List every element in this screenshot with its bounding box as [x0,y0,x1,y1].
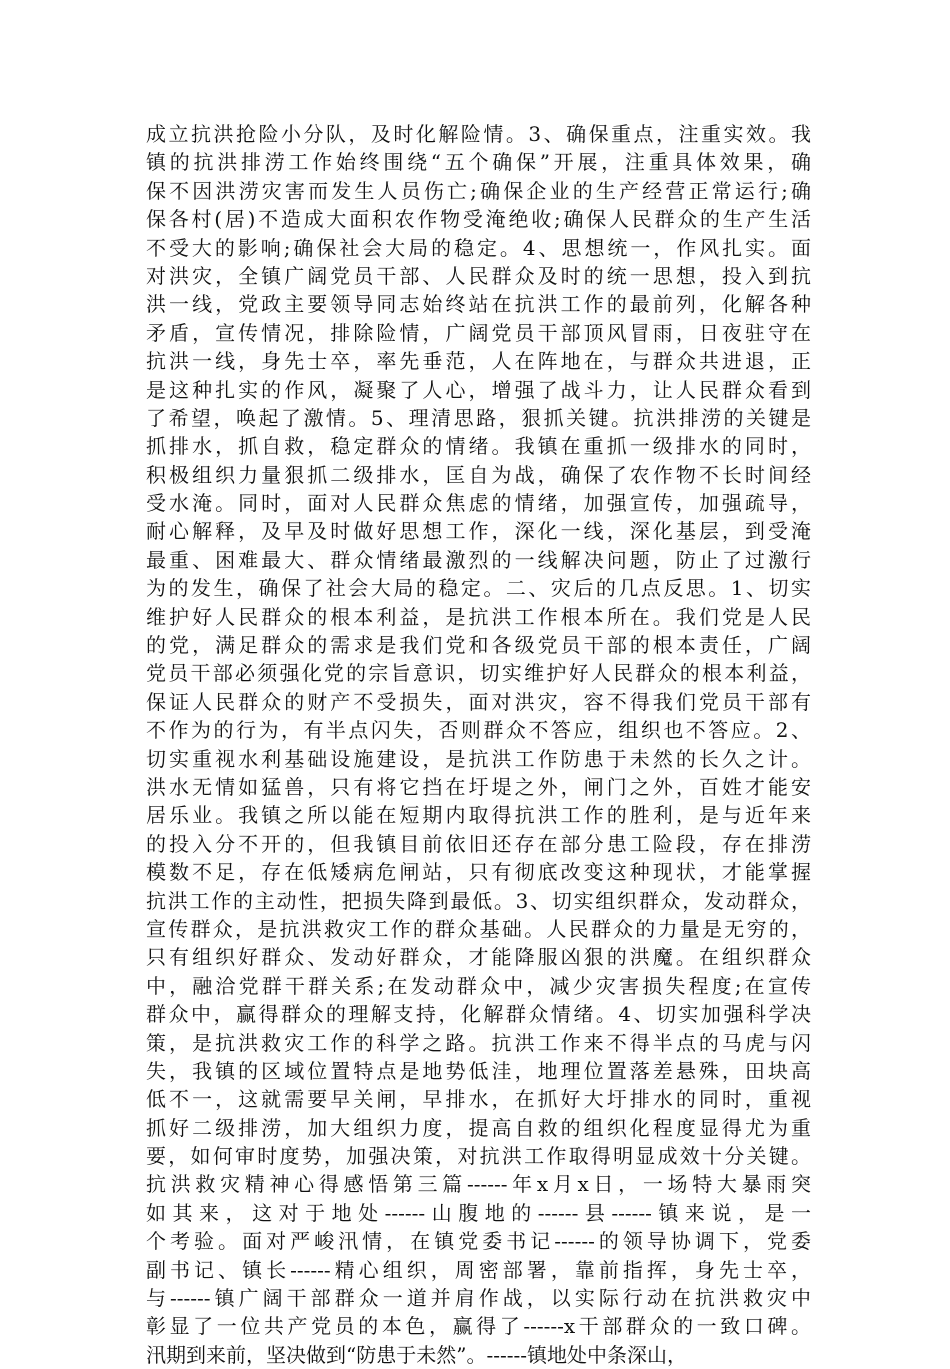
text-line: 个考验。面对严峻汛情，在镇党委书记------的领导协调下，党委 [146,1229,811,1254]
text-line: 只有组织好群众、发动好群众，才能降服凶狠的洪魔。在组织群众 [146,945,811,970]
text-line: 抓排水，抓自救，稳定群众的情绪。我镇在重抓一级排水的同时， [146,434,811,459]
text-line: 党员干部必须强化党的宗旨意识，切实维护好人民群众的根本利益， [146,661,811,686]
text-line: 策，是抗洪救灾工作的科学之路。抗洪工作来不得半点的马虎与闪 [146,1030,811,1055]
text-line: 与------镇广阔干部群众一道并肩作战，以实际行动在抗洪救灾中 [146,1286,811,1311]
text-line: 最重、困难最大、群众情绪最激烈的一线解决问题，防止了过激行 [146,547,811,572]
text-line: 如其来，这对于地处------山腹地的------县------镇来说，是一 [146,1200,811,1225]
text-line: 保各村(居)不造成大面积农作物受淹绝收;确保人民群众的生产生活 [146,207,811,232]
text-line: 低不一，这就需要早关闸，早排水，在抓好大圩排水的同时，重视 [146,1087,811,1112]
text-line: 彰显了一位共产党员的本色，赢得了------x干部群众的一致口碑。 [146,1314,811,1339]
text-line: 矛盾，宣传情况，排除险情，广阔党员干部顶风冒雨，日夜驻守在 [146,320,811,345]
text-line: 保不因洪涝灾害而发生人员伤亡;确保企业的生产经营正常运行;确 [146,178,811,203]
text-line: 为的发生，确保了社会大局的稳定。二、灾后的几点反思。1、切实 [146,576,811,601]
text-line: 不作为的行为，有半点闪失，否则群众不答应，组织也不答应。2、 [146,718,811,743]
text-line: 是这种扎实的作风，凝聚了人心，增强了战斗力，让人民群众看到 [146,377,811,402]
text-line: 成立抗洪抢险小分队，及时化解险情。3、确保重点，注重实效。我 [146,122,811,146]
text-line: 宣传群众，是抗洪救灾工作的群众基础。人民群众的力量是无穷的， [146,916,811,941]
text-line: 抗洪工作的主动性，把损失降到最低。3、切实组织群众，发动群众， [146,888,811,913]
text-line: 镇的抗洪排涝工作始终围绕“五个确保”开展，注重具体效果，确 [146,150,811,175]
text-line: 中，融洽党群干群关系;在发动群众中，减少灾害损失程度;在宣传 [146,973,811,998]
text-line: 的投入分不开的，但我镇目前依旧还存在部分患工险段，存在排涝 [146,831,811,856]
text-line: 切实重视水利基础设施建设，是抗洪工作防患于未然的长久之计。 [146,746,811,771]
body-text [146,120,811,1369]
text-line: 居乐业。我镇之所以能在短期内取得抗洪工作的胜利，是与近年来 [146,803,811,828]
text-line: 抗洪一线，身先士卒，率先垂范，人在阵地在，与群众共进退，正 [146,349,811,374]
text-line: 受水淹。同时，面对人民群众焦虑的情绪，加强宣传，加强疏导， [146,491,811,516]
text-line: 洪一线，党政主要领导同志始终站在抗洪工作的最前列，化解各种 [146,292,811,317]
text-line: 维护好人民群众的根本利益，是抗洪工作根本所在。我们党是人民 [146,604,811,629]
text-line: 副书记、镇长------精心组织，周密部署，靠前指挥，身先士卒， [146,1257,811,1282]
text-line: 抓好二级排涝，加大组织力度，提高自救的组织化程度显得尤为重 [146,1115,811,1140]
text-line: 积极组织力量狠抓二级排水，匡自为战，确保了农作物不长时间经 [146,462,811,487]
text-line: 耐心解释，及早及时做好思想工作，深化一线，深化基层，到受淹 [146,519,811,544]
text-line: 群众中，赢得群众的理解支持，化解群众情绪。4、切实加强科学决 [146,1002,811,1027]
text-line: 洪水无情如猛兽，只有将它挡在圩堤之外，闸门之外，百姓才能安 [146,774,811,799]
text-line: 了希望，唤起了激情。5、理清思路，狠抓关键。抗洪排涝的关键是 [146,405,811,430]
text-line: 模数不足，存在低矮病危闸站，只有彻底改变这种现状，才能掌握 [146,860,811,885]
text-line: 的党，满足群众的需求是我们党和各级党员干部的根本责任，广阔 [146,633,811,658]
text-line: 不受大的影响;确保社会大局的稳定。4、思想统一，作风扎实。面 [146,235,811,260]
text-line: 保证人民群众的财产不受损失，面对洪灾，容不得我们党员干部有 [146,689,811,714]
text-line: 抗洪救灾精神心得感悟第三篇------年x月x日，一场特大暴雨突 [146,1172,811,1197]
text-line: 对洪灾，全镇广阔党员干部、人民群众及时的统一思想，投入到抗 [146,263,811,288]
text-line: 汛期到来前，坚决做到“防患于未然”。------镇地处中条深山， [146,1342,687,1367]
text-line: 失，我镇的区域位置特点是地势低洼，地理位置落差悬殊，田块高 [146,1058,811,1083]
text-line: 要，如何审时度势，加强决策，对抗洪工作取得明显成效十分关键。 [146,1144,811,1169]
